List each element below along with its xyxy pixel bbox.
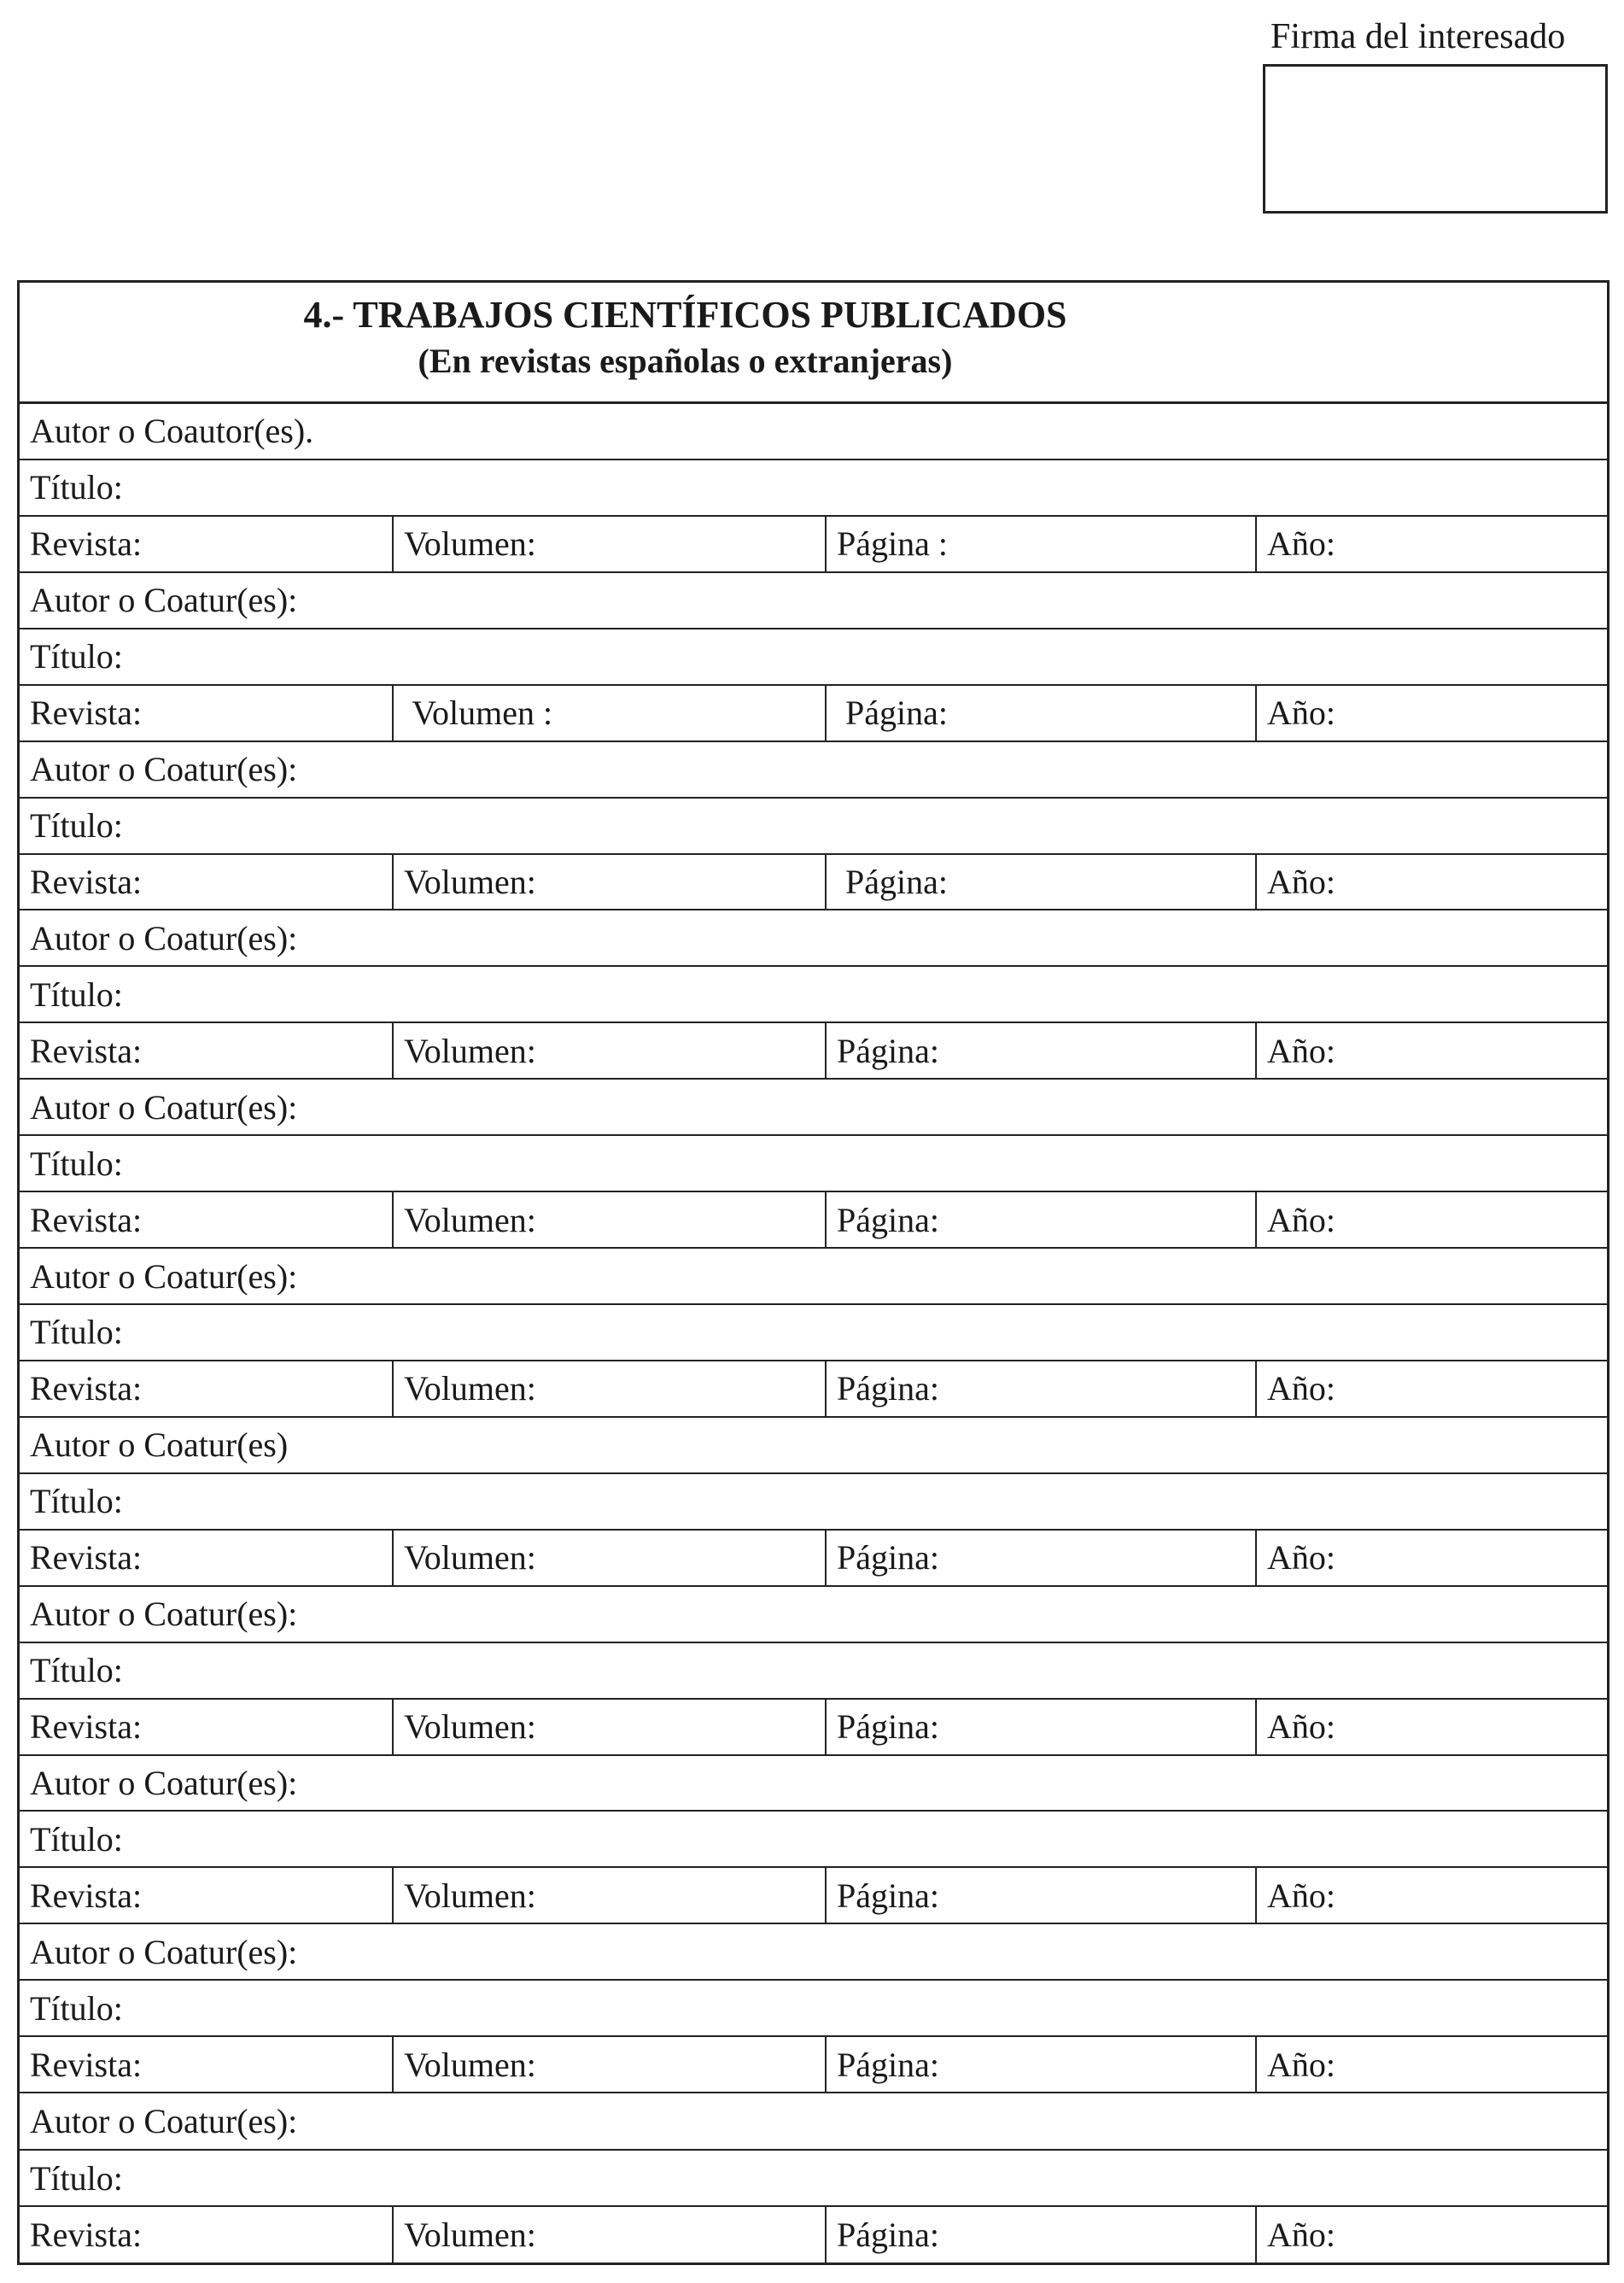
page-field[interactable] (827, 1868, 1257, 1923)
year-label: Año: (1267, 862, 1335, 901)
author-label: Autor o Coatur(es): (30, 918, 298, 957)
volume-field[interactable] (394, 1531, 827, 1585)
title-label: Título: (30, 637, 123, 676)
section-header (20, 283, 1607, 404)
volume-label: Volumen: (404, 1200, 536, 1239)
signature-box[interactable] (1263, 64, 1608, 214)
journal-label: Revista: (30, 862, 143, 901)
author-field[interactable] (20, 1924, 1607, 1981)
journal-field[interactable] (20, 1700, 394, 1754)
volume-field[interactable] (394, 855, 827, 910)
journal-details-row (20, 2037, 1607, 2093)
journal-field[interactable] (20, 1868, 394, 1923)
volume-label: Volumen : (404, 694, 553, 733)
publication-entry (20, 1080, 1607, 1249)
author-field[interactable] (20, 1249, 1607, 1305)
page-label: Página: (837, 1876, 939, 1915)
year-label: Año: (1267, 1876, 1335, 1915)
title-field[interactable] (20, 1305, 1607, 1361)
volume-label: Volumen: (404, 1538, 536, 1578)
publication-entry (20, 404, 1607, 573)
author-field[interactable] (20, 742, 1607, 799)
volume-label: Volumen: (404, 862, 536, 901)
year-field[interactable] (1257, 855, 1607, 910)
title-label: Título: (30, 1819, 123, 1859)
volume-field[interactable] (394, 686, 827, 741)
title-field[interactable] (20, 1981, 1607, 2037)
year-label: Año: (1267, 1031, 1335, 1070)
page-field[interactable] (827, 1700, 1257, 1754)
author-field[interactable] (20, 2093, 1607, 2151)
section-subtitle: (En revistas españolas o extranjeras) (418, 342, 953, 380)
section-title: 4.- TRABAJOS CIENTÍFICOS PUBLICADOS (303, 294, 1067, 336)
title-label: Título: (30, 1482, 123, 1521)
page-label: Página: (837, 1031, 939, 1070)
author-label: Autor o Coatur(es): (30, 2101, 298, 2140)
journal-field[interactable] (20, 1531, 394, 1585)
journal-field[interactable] (20, 2037, 394, 2092)
author-field[interactable] (20, 573, 1607, 629)
volume-field[interactable] (394, 517, 827, 571)
journal-details-row (20, 2207, 1607, 2263)
year-label: Año: (1267, 1369, 1335, 1408)
journal-label: Revista: (30, 694, 143, 733)
journal-details-row (20, 1192, 1607, 1249)
volume-field[interactable] (394, 1192, 827, 1247)
publication-entry (20, 1756, 1607, 1925)
title-label: Título: (30, 1313, 123, 1352)
volume-field[interactable] (394, 1023, 827, 1078)
volume-label: Volumen: (404, 2216, 536, 2255)
year-label: Año: (1267, 2216, 1335, 2255)
journal-field[interactable] (20, 1361, 394, 1416)
page-field[interactable] (827, 686, 1257, 741)
title-field[interactable] (20, 460, 1607, 517)
author-label: Autor o Coatur(es): (30, 750, 298, 789)
year-field[interactable] (1257, 1868, 1607, 1923)
page-field[interactable] (827, 1023, 1257, 1078)
journal-details-row (20, 855, 1607, 911)
volume-label: Volumen: (404, 1707, 536, 1747)
author-field[interactable] (20, 910, 1607, 967)
author-label: Autor o Coautor(es). (30, 412, 314, 451)
journal-field[interactable] (20, 517, 394, 571)
journal-details-row (20, 1700, 1607, 1756)
title-label: Título: (30, 975, 123, 1014)
journal-label: Revista: (30, 1031, 143, 1070)
title-field[interactable] (20, 799, 1607, 855)
title-label: Título: (30, 2158, 123, 2198)
publication-entry (20, 1924, 1607, 2093)
author-label: Autor o Coatur(es): (30, 1256, 298, 1296)
author-label: Autor o Coatur(es): (30, 1087, 298, 1127)
volume-field[interactable] (394, 1868, 827, 1923)
page-field[interactable] (827, 2037, 1257, 2092)
title-field[interactable] (20, 629, 1607, 686)
author-label: Autor o Coatur(es): (30, 581, 298, 620)
title-field[interactable] (20, 1136, 1607, 1192)
author-field[interactable] (20, 1418, 1607, 1474)
journal-details-row (20, 1868, 1607, 1924)
year-field[interactable] (1257, 1700, 1607, 1754)
year-field[interactable] (1257, 1192, 1607, 1247)
publication-entry (20, 742, 1607, 911)
author-label: Autor o Coatur(es): (30, 1932, 298, 1971)
year-field[interactable] (1257, 2207, 1607, 2263)
publication-entry (20, 1418, 1607, 1587)
journal-field[interactable] (20, 1192, 394, 1247)
page-field[interactable] (827, 1361, 1257, 1416)
page-field[interactable] (827, 517, 1257, 571)
title-label: Título: (30, 1144, 123, 1183)
volume-field[interactable] (394, 2037, 827, 2092)
page-label: Página: (837, 862, 948, 901)
year-label: Año: (1267, 2045, 1335, 2084)
title-label: Título: (30, 468, 123, 507)
volume-field[interactable] (394, 1361, 827, 1416)
journal-field[interactable] (20, 855, 394, 910)
page-label: Página: (837, 1369, 939, 1408)
author-field[interactable] (20, 1587, 1607, 1643)
page-field[interactable] (827, 1192, 1257, 1247)
author-label: Autor o Coatur(es): (30, 1595, 298, 1634)
year-label: Año: (1267, 524, 1335, 564)
page-label: Página: (837, 2216, 939, 2255)
journal-field[interactable] (20, 686, 394, 741)
title-field[interactable] (20, 967, 1607, 1023)
title-field[interactable] (20, 2151, 1607, 2208)
volume-field[interactable] (394, 1700, 827, 1754)
author-field[interactable] (20, 1080, 1607, 1136)
title-field[interactable] (20, 1643, 1607, 1700)
title-label: Título: (30, 1651, 123, 1690)
author-field[interactable] (20, 1756, 1607, 1812)
journal-label: Revista: (30, 2216, 143, 2255)
volume-label: Volumen: (404, 2045, 536, 2084)
volume-label: Volumen: (404, 1031, 536, 1070)
year-field[interactable] (1257, 686, 1607, 741)
publication-entry (20, 1587, 1607, 1756)
page-field[interactable] (827, 1531, 1257, 1585)
page-field[interactable] (827, 2207, 1257, 2263)
page-label: Página: (837, 694, 948, 733)
publication-entry (20, 573, 1607, 742)
journal-field[interactable] (20, 2207, 394, 2263)
journal-label: Revista: (30, 1538, 143, 1578)
title-label: Título: (30, 1988, 123, 2028)
journal-details-row (20, 1531, 1607, 1587)
title-field[interactable] (20, 1812, 1607, 1868)
page-label: Página: (837, 1538, 939, 1578)
journal-details-row (20, 1361, 1607, 1418)
journal-details-row (20, 517, 1607, 573)
journal-label: Revista: (30, 1707, 143, 1747)
year-field[interactable] (1257, 517, 1607, 571)
publication-entries (20, 404, 1607, 2263)
signature-label: Firma del interesado (1271, 17, 1566, 56)
journal-label: Revista: (30, 1876, 143, 1915)
page-label: Página : (837, 524, 948, 564)
year-label: Año: (1267, 1538, 1335, 1578)
journal-label: Revista: (30, 1369, 143, 1408)
volume-label: Volumen: (404, 1369, 536, 1408)
author-label: Autor o Coatur(es) (30, 1425, 289, 1465)
publication-entry (20, 1249, 1607, 1418)
year-field[interactable] (1257, 2037, 1607, 2092)
year-field[interactable] (1257, 1361, 1607, 1416)
publications-form (17, 280, 1609, 2265)
title-label: Título: (30, 806, 123, 846)
journal-field[interactable] (20, 1023, 394, 1078)
journal-label: Revista: (30, 2045, 143, 2084)
year-label: Año: (1267, 1707, 1335, 1747)
journal-details-row (20, 686, 1607, 742)
journal-label: Revista: (30, 524, 143, 564)
year-field[interactable] (1257, 1023, 1607, 1078)
page-label: Página: (837, 1200, 939, 1239)
volume-field[interactable] (394, 2207, 827, 2263)
page-label: Página: (837, 2045, 939, 2084)
volume-label: Volumen: (404, 1876, 536, 1915)
year-label: Año: (1267, 694, 1335, 733)
year-field[interactable] (1257, 1531, 1607, 1585)
journal-details-row (20, 1023, 1607, 1080)
publication-entry (20, 910, 1607, 1080)
page-field[interactable] (827, 855, 1257, 910)
page-label: Página: (837, 1707, 939, 1747)
author-label: Autor o Coatur(es): (30, 1763, 298, 1802)
publication-entry (20, 2093, 1607, 2263)
year-label: Año: (1267, 1200, 1335, 1239)
journal-label: Revista: (30, 1200, 143, 1239)
volume-label: Volumen: (404, 524, 536, 564)
author-field[interactable] (20, 404, 1607, 460)
title-field[interactable] (20, 1474, 1607, 1531)
